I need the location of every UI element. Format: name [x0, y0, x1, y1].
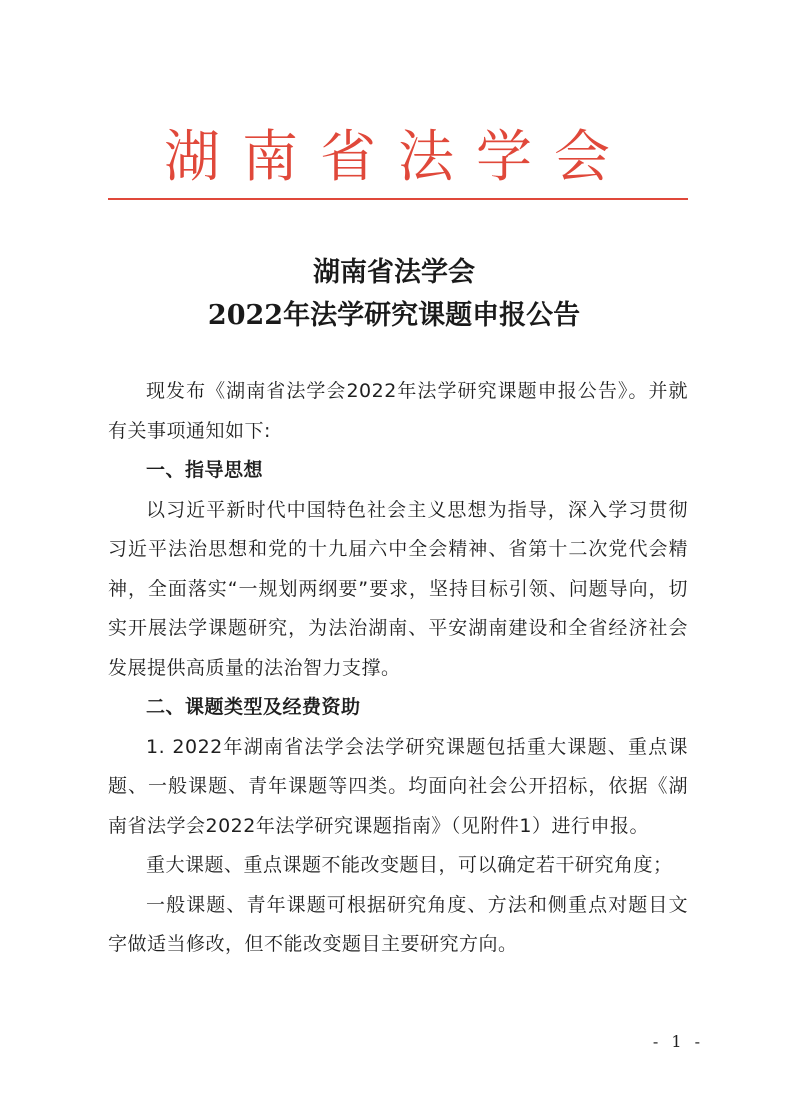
section2-paragraph3: 一般课题、青年课题可根据研究角度、方法和侧重点对题目文字做适当修改，但不能改变题目主要研究方向。 — [108, 893, 688, 955]
section2-paragraph2: 重大课题、重点课题不能改变题目，可以确定若干研究角度； — [146, 854, 673, 876]
doc-title-line1: 湖南省法学会 — [313, 257, 475, 288]
page-number: - 1 - — [652, 1032, 704, 1051]
doc-title-line2: 2022年法学研究课题申报公告 — [207, 300, 581, 331]
intro-paragraph: 现发布《湖南省法学会2022年法学研究课题申报公告》。并就有关事项通知如下: — [108, 380, 688, 442]
section1-heading: 一、指导思想 — [146, 459, 264, 481]
masthead-title: 湖南省法学会 — [164, 125, 632, 190]
section1-paragraph: 以习近平新时代中国特色社会主义思想为指导，深入学习贯彻习近平法治思想和党的十九届六中全会精神、省第十二次党代会精神，全面落实“一规划两纲要”要求，坚持目标引领、问题导向，切实开展法学课题研究，为法治湖南、平安湖南建设和全省经济社会发展提供高质量的法治智力支撑。 — [108, 498, 688, 679]
masthead-red-rule — [108, 198, 688, 200]
section2-heading: 二、课题类型及经费资助 — [146, 696, 361, 718]
section2-item1-paragraph: 1. 2022年湖南省法学会法学研究课题包括重大课题、重点课题、一般课题、青年课题等四类。均面向社会公开招标，依据《湖南省法学会2022年法学研究课题指南》（见附件1）进行申报。 — [108, 735, 688, 837]
document-body — [108, 372, 688, 965]
